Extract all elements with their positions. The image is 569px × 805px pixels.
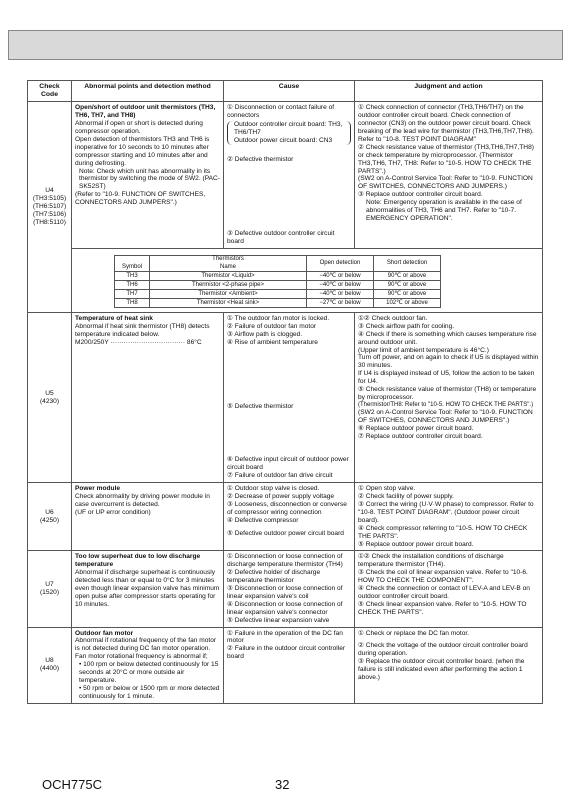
- check-code-u6: U6 (4250): [28, 483, 72, 551]
- thermistor-row: TH8 Thermistor <Heat sink> −27℃ or below 102℃ or above: [115, 299, 441, 308]
- row-u6: [28, 483, 543, 551]
- check-code-u7: U7 (1520): [28, 551, 72, 627]
- method-u4: Open/short of outdoor unit thermistors (TH3, TH6, TH7, and TH8) Abnormal if open or short is detected during compressor operation. Open detection of thermistors TH3 and TH6 is inoperative for 10 seconds to 10 minutes after compressor starting and 10 minutes after and during defrosting. Note: Check which unit has abnormality in its thermistor by switching the mode of SW2. (PAC-SK52ST) (Refer to "10-9. FUNCTION OF SWITCHES, CONNECTORS AND JUMPERS".): [72, 102, 224, 248]
- action-u4: ① Check connection of connector (TH3,TH6/TH7) on the outdoor controller circuit board. Check connection of connector (CN3) on the outdoor power circuit board. Check breaking of the lead wire for thermistor (TH3,TH6,TH7,TH8). Refer to "10-8. TEST POINT DIAGRAM" ② Check resistance value of thermistor (TH3,TH6,TH7,TH8) or check temperature by microprocessor. (Thermistor TH3,TH6, TH7, TH8: Refer to "10-5. HOW TO CHECK THE PARTS".) (SW2 on A-Control Service Tool: Refer to "10-9. FUNCTION OF SWITCHES, CONNECTORS AND JUMPERS.) ③ Replace outdoor controller circuit board. Note: Emergency operation is available in the case of abnormalities of TH3, TH6 and TH7. Refer to "10-7. EMERGENCY OPERATION".: [355, 102, 543, 248]
- cause-u8: ① Failure in the operation of the DC fan motor ② Failure in the outdoor circuit controller board: [224, 627, 355, 703]
- action-u7: ①② Check the installation conditions of discharge temperature thermistor (TH4). ③ Check the coil of linear expansion valve. Refer to "10-6. HOW TO CHECK THE COMPONENT". ④ Check the connection or contact of LEV-A and LEV-B on outdoor controller circuit board. ⑤ Check linear expansion valve. Refer to "10-5. HOW TO CHECK THE PARTS".: [355, 551, 543, 627]
- troubleshooting-table: [27, 80, 543, 704]
- action-u8: ① Check or replace the DC fan motor. ② Check the voltage of the outdoor circuit controller board during operation. ③ Replace the outdoor circuit controller board. (when the failure is still indicated even after performing the action 1 above.): [355, 627, 543, 703]
- table-header-row: [28, 81, 543, 102]
- page-number: 32: [275, 777, 290, 792]
- thermistor-row: TH7 Thermistor <Ambient> −40℃ or below 90℃ or above: [115, 290, 441, 299]
- thermistor-row: TH3 Thermistor <Liquid> −40℃ or below 90℃ or above: [115, 272, 441, 281]
- method-u8: Outdoor fan motor Abnormal if rotational frequency of the fan motor is not detected during DC fan motor operation. Fan motor rotational frequency is abnormal if; • 100 rpm or below detected continuously for 15 seconds at 20°C or more outside air temperature. • 50 rpm or below or 1500 rpm or more detected continuously for 1 minute.: [72, 627, 224, 703]
- thermistor-row: TH6 Thermistor <2-phase pipe> −40℃ or below 90℃ or above: [115, 281, 441, 290]
- cause-u7: ① Disconnection or loose connection of discharge temperature thermistor (TH4) ② Defective holder of discharge temperature thermistor ③ Disconnection or loose connection of linear expansion valve's coil ④ Disconnection or loose connection of linear expansion valve's connector ⑤ Defective linear expansion valve: [224, 551, 355, 627]
- row-u5: [28, 312, 543, 482]
- action-u6: ① Open stop valve. ② Check facility of power supply. ③ Correct the wiring (U·V·W phase) to compressor. Refer to "10-8. TEST POINT DIAGRAM". (Outdoor power circuit board). ④ Check compressor referring to "10-5. HOW TO CHECK THE PARTS". ⑤ Replace outdoor power circuit board.: [355, 483, 543, 551]
- header-cause: Cause: [224, 81, 355, 102]
- method-u5: Temperature of heat sink Abnormal if heat sink thermistor (TH8) detects temperature indicated below. M200/250Y ·································· 86°C: [72, 312, 224, 482]
- cause-u4: ① Disconnection or contact failure of connectors Outdoor controller circuit board: TH3, TH6/TH7 Outdoor power circuit board: CN3 ② Defective thermistor ③ Defective outdoor controller circuit board: [224, 102, 355, 248]
- check-code-u8: U8 (4400): [28, 627, 72, 703]
- thermistor-table-cell: [72, 248, 543, 312]
- row-u8: [28, 627, 543, 703]
- row-u4: [28, 102, 543, 248]
- cause-u5: ① The outdoor fan motor is locked. ② Failure of outdoor fan motor ③ Airflow path is clogged. ④ Rise of ambient temperature ⑤ Defective thermistor ⑥ Defective input circuit of outdoor power circuit board ⑦ Failure of outdoor fan drive circuit: [224, 312, 355, 482]
- cause-u6: ① Outdoor stop valve is closed. ② Decrease of power supply voltage ③ Looseness, disconnection or converse of compressor wiring connection ④ Defective compressor ⑤ Defective outdoor power circuit board: [224, 483, 355, 551]
- action-u5: ①② Check outdoor fan. ③ Check airflow path for cooling. ④ Check if there is something which causes temperature rise around outdoor unit. (Upper limit of ambient temperature is 46°C.) Turn off power, and on again to check if U5 is displayed within 30 minutes. If U4 is displayed instead of U5, follow the action to be taken for U4. ⑤ Check resistance value of thermistor (TH8) or temperature by microprocessor. (Thermistor/TH8: Refer to "10-5. HOW TO CHECK THE PARTS".) (SW2 on A-Control Service Tool: Refer to "10-9. FUNCTION OF SWITCHES, CONNECTORS AND JUMPERS".) ⑥ Replace outdoor power circuit board. ⑦ Replace outdoor controller circuit board.: [355, 312, 543, 482]
- thermistor-table: Symbol Thermistors Open detection Short detection Name TH3 Thermistor <Liquid> −40℃ or below 90℃ or above TH6 Thermistor <2-phase pipe> −40℃ or below 90℃ or above TH7 Thermistor <Ambient> −40℃ or below 90℃ or above TH8 Thermistor <Heat sink> −27℃ or below 102℃ or above: [114, 255, 441, 308]
- check-code-u5: U5 (4230): [28, 312, 72, 482]
- header-check-code: Check Code: [28, 81, 72, 102]
- method-u6: Power module Check abnormality by driving power module in case overcurrent is detected. (UF or UP error condition): [72, 483, 224, 551]
- header-banner: [8, 30, 563, 60]
- row-u4-thermistors: [28, 248, 543, 312]
- header-action: Judgment and action: [355, 81, 543, 102]
- header-method: Abnormal points and detection method: [72, 81, 224, 102]
- model-number: OCH775C: [42, 777, 102, 792]
- method-u7: Too low superheat due to low discharge temperature Abnormal if discharge superheat is continuously detected less than or equal to 0°C for 3 minutes even though linear expansion valve has minimum open pulse after compressor starts operating for 10 minutes.: [72, 551, 224, 627]
- check-code-u4: U4 (TH3:5105) (TH6:5107) (TH7:5106) (TH8:5110): [28, 102, 72, 313]
- row-u7: [28, 551, 543, 627]
